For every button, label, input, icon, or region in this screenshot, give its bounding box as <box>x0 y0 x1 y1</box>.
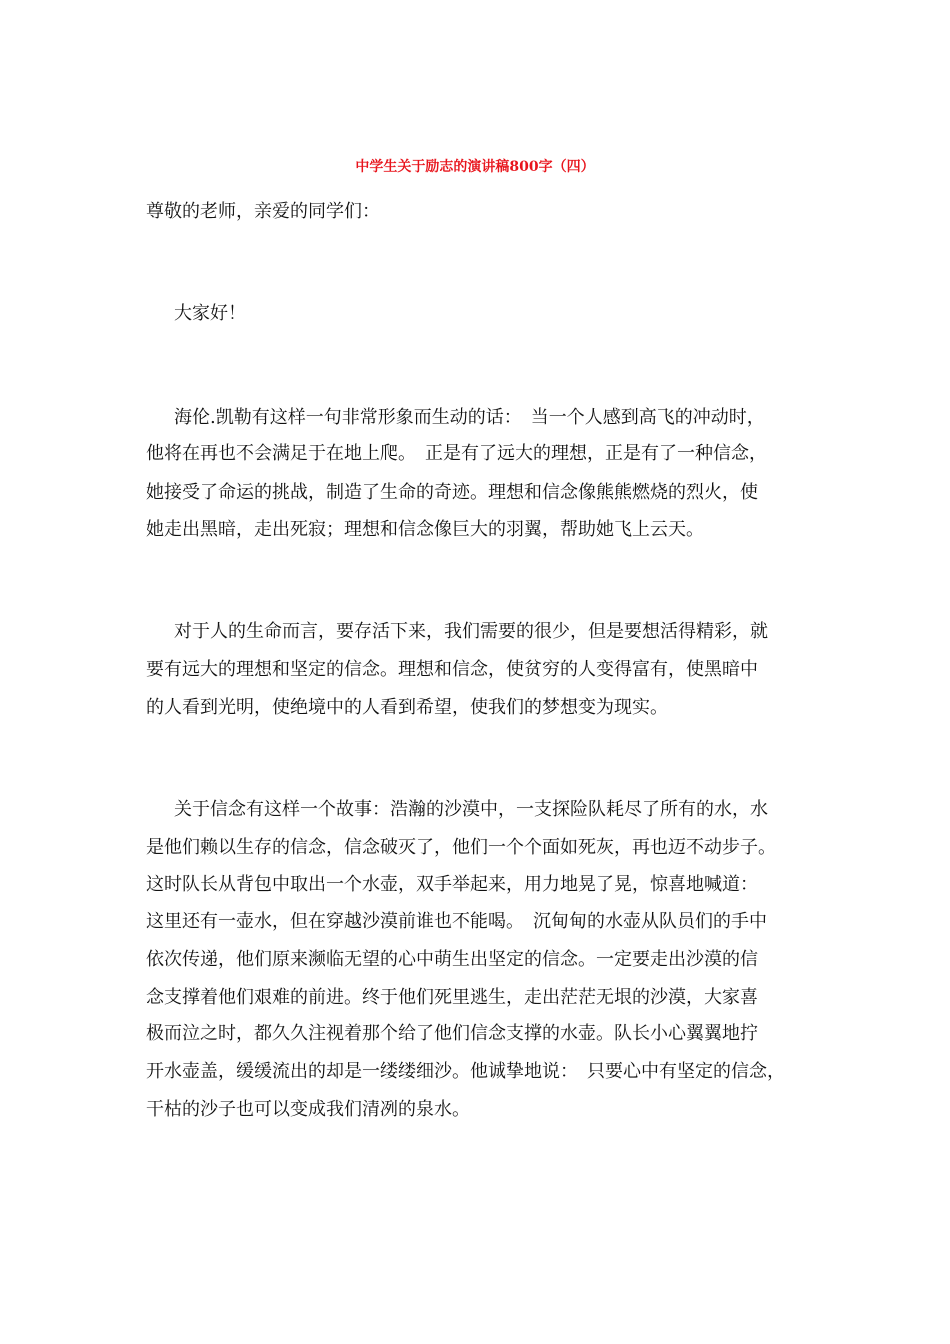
document-title: 中学生关于励志的演讲稿800字（四） <box>355 159 595 175</box>
salutation: 大家好！ <box>174 303 246 324</box>
paragraph-line: 念支撑着他们艰难的前进。终于他们死里逃生，走出茫茫无垠的沙漠，大家喜 <box>146 987 758 1008</box>
paragraph-line: 的人看到光明，使绝境中的人看到希望，使我们的梦想变为现实。 <box>146 697 668 718</box>
paragraph-line: 这时队长从背包中取出一个水壶，双手举起来，用力地晃了晃，惊喜地喊道： <box>146 874 758 895</box>
greeting: 尊敬的老师，亲爱的同学们： <box>146 201 380 222</box>
paragraph-line: 极而泣之时，都久久注视着那个给了他们信念支撑的水壶。队长小心翼翼地拧 <box>146 1023 758 1044</box>
paragraph-line: 她走出黑暗，走出死寂；理想和信念像巨大的羽翼，帮助她飞上云天。 <box>146 519 704 540</box>
paragraph-line: 他将在再也不会满足于在地上爬。 正是有了远大的理想，正是有了一种信念， <box>146 443 767 464</box>
paragraph-line: 海伦.凯勒有这样一句非常形象而生动的话： 当一个人感到高飞的冲动时， <box>174 407 765 428</box>
paragraph-line: 开水壶盖，缓缓流出的却是一缕缕细沙。他诚挚地说： 只要心中有坚定的信念， <box>146 1061 785 1082</box>
paragraph-line: 对于人的生命而言，要存活下来，我们需要的很少，但是要想活得精彩，就 <box>174 621 768 642</box>
paragraph-line: 要有远大的理想和坚定的信念。理想和信念，使贫穷的人变得富有，使黑暗中 <box>146 659 758 680</box>
paragraph-line: 是他们赖以生存的信念，信念破灭了，他们一个个面如死灰，再也迈不动步子。 <box>146 837 776 858</box>
paragraph-line: 她接受了命运的挑战，制造了生命的奇迹。理想和信念像熊熊燃烧的烈火，使 <box>146 482 758 503</box>
paragraph-line: 这里还有一壶水，但在穿越沙漠前谁也不能喝。 沉甸甸的水壶从队员们的手中 <box>146 911 767 932</box>
paragraph-line: 干枯的沙子也可以变成我们清冽的泉水。 <box>146 1099 470 1120</box>
paragraph-line: 关于信念有这样一个故事：浩瀚的沙漠中，一支探险队耗尽了所有的水，水 <box>174 799 768 820</box>
paragraph-line: 依次传递，他们原来濒临无望的心中萌生出坚定的信念。一定要走出沙漠的信 <box>146 949 758 970</box>
